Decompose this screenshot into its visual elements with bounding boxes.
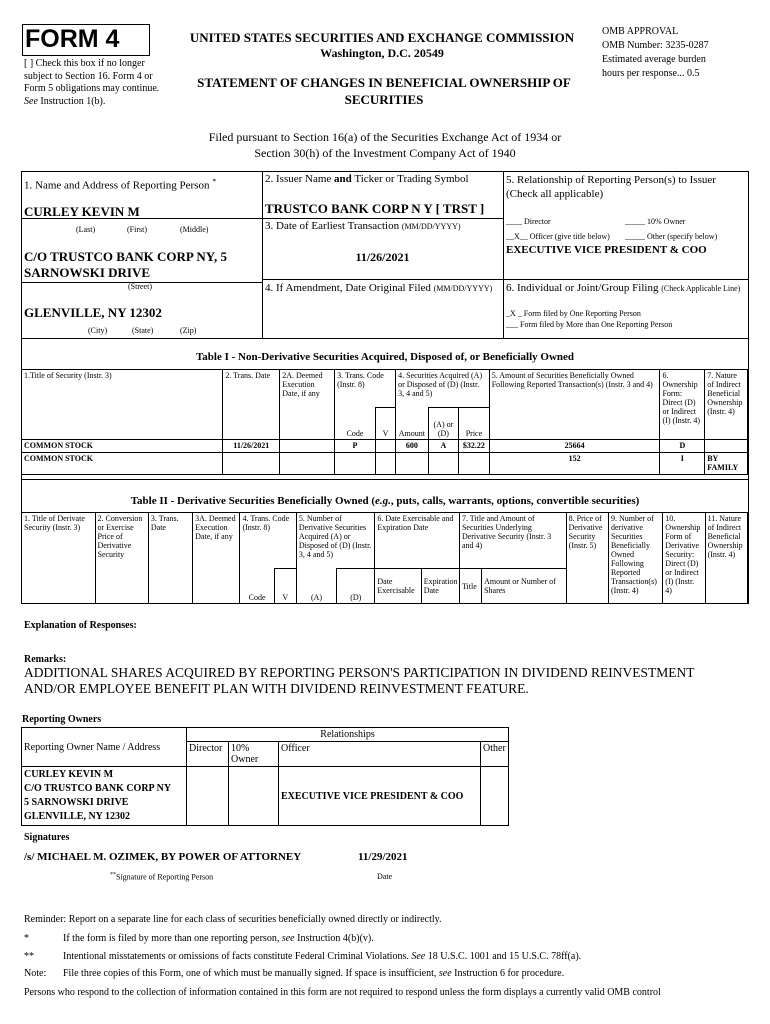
officer-check: __X__ Officer (give title below) — [506, 232, 610, 241]
reminder-text: Reminder: Report on a separate line for each class of securities beneficially owned directly or indirectly. — [24, 914, 442, 925]
t2-sub-v: V — [274, 569, 296, 604]
table1 — [21, 369, 748, 475]
table-row — [22, 767, 509, 826]
t2-sub-exp: Expiration Date — [421, 569, 459, 604]
footnote-star: If the form is filed by more than one reporting person, see Instruction 4(b)(v). — [63, 933, 374, 944]
reporting-person-name: CURLEY KEVIN M — [24, 204, 140, 219]
t1-h2a: 2A. Deemed Execution Date, if any — [280, 370, 335, 440]
owner-name-header: Reporting Owner Name / Address — [22, 728, 187, 767]
t2-h11: 11. Nature of Indirect Beneficial Ownership (Instr. 4) — [705, 513, 747, 604]
first-label: (First) — [127, 225, 147, 234]
last-label: (Last) — [76, 225, 96, 234]
t2-h6: 6. Date Exercisable and Expiration Date — [375, 513, 460, 569]
footnote-dstar-mark: ** — [24, 951, 34, 962]
other-header: Other — [481, 742, 509, 767]
statement-title: STATEMENT OF CHANGES IN BENEFICIAL OWNERSHIP OF SECURITIES — [197, 75, 571, 107]
table2 — [21, 512, 748, 604]
t1-h2: 2. Trans. Date — [223, 370, 280, 440]
omb-approval: OMB APPROVAL OMB Number: 3235-0287 Estimated average burden hours per response... 0.5 — [602, 26, 709, 79]
form-title: FORM 4 — [25, 25, 120, 53]
t1-h5: 5. Amount of Securities Beneficially Owned Following Reported Transaction(s) (Instr. 3 and 4) — [489, 370, 660, 440]
table1-frame — [21, 337, 749, 480]
middle-label: (Middle) — [180, 225, 209, 234]
divider — [262, 279, 748, 280]
t2-sub-code: Code — [240, 569, 274, 604]
other-check: _____ Other (specify below) — [625, 232, 718, 241]
street-value: C/O TRUSTCO BANK CORP NY, 5 SARNOWSKI DRIVE — [24, 249, 227, 280]
reporting-owners-table — [21, 727, 509, 826]
issuer-name: TRUSTCO BANK CORP N Y [ TRST ] — [265, 201, 485, 216]
t1-h4: 4. Securities Acquired (A) or Disposed of (D) (Instr. 3, 4 and 5) — [396, 370, 490, 408]
signature-caption: **Signature of Reporting Person — [110, 872, 214, 882]
ten-owner-header: 10% Owner — [229, 742, 279, 767]
t1-h7: 7. Nature of Indirect Beneficial Ownership (Instr. 4) — [705, 370, 748, 440]
table-row: COMMON STOCK 11/26/2021 P 600 A $32.22 25664 D — [22, 440, 748, 453]
box1-label: 1. Name and Address of Reporting Person * — [24, 177, 217, 192]
ten-pct-check: _____ 10% Owner — [625, 217, 686, 226]
remarks-label: Remarks: — [24, 654, 67, 665]
t2-sub-d: (D) — [337, 569, 375, 604]
zip-label: (Zip) — [180, 326, 197, 335]
signature-date: 11/29/2021 — [358, 851, 408, 863]
divider — [503, 172, 504, 338]
t1-h1: 1.Title of Security (Instr. 3) — [22, 370, 223, 440]
earliest-transaction-date: 11/26/2021 — [355, 250, 410, 264]
box5-label: 5. Relationship of Reporting Person(s) to Issuer (Check all applicable) — [506, 174, 716, 200]
form-title-box — [22, 24, 150, 56]
t2-h5: 5. Number of Derivative Securities Acquired (A) or Disposed of (D) (Instr. 3, 4 and 5) — [296, 513, 375, 569]
officer-value: EXECUTIVE VICE PRESIDENT & COO — [279, 767, 481, 826]
t1-h6: 6. Ownership Form: Direct (D) or Indirect (I) (Instr. 4) — [660, 370, 705, 440]
footnote-dstar: Intentional misstatements or omissions of facts constitute Federal Criminal Violations. See 18 U.S.C. 1001 and 15 U.S.C. 78ff(a). — [63, 951, 582, 962]
street-label: (Street) — [128, 282, 152, 291]
filed-pursuant: Filed pursuant to Section 16(a) of the Securities Exchange Act of 1934 or Section 30(h) of the Investment Company Act of 1940 — [208, 130, 562, 160]
t1-sub-code: Code — [335, 408, 376, 440]
director-header: Director — [187, 742, 229, 767]
box2-label: 2. Issuer Name and Ticker or Trading Symbol — [265, 173, 469, 185]
t2-sub-title: Title — [459, 569, 481, 604]
table1-title: Table I - Non-Derivative Securities Acquired, Disposed of, or Beneficially Owned — [195, 351, 575, 363]
state-label: (State) — [132, 326, 154, 335]
t1-sub-amount: Amount — [396, 408, 429, 440]
t1-h3: 3. Trans. Code (Instr. 8) — [335, 370, 396, 408]
t2-sub-a: (A) — [296, 569, 336, 604]
remarks-text: ADDITIONAL SHARES ACQUIRED BY REPORTING PERSON'S PARTICIPATION IN DIVIDEND REINVESTMENT AND/OR EMPLOYEE BENEFIT PLAN WITH DIVIDEND REINVESTMENT FEATURE. — [24, 665, 695, 696]
director-check: ____ Director — [506, 217, 551, 226]
box4-label: 4. If Amendment, Date Original Filed (MM/DD/YYYY) — [265, 282, 493, 294]
officer-header: Officer — [279, 742, 481, 767]
note-text: File three copies of this Form, one of which must be manually signed. If space is insufficient, see Instruction 6 for procedure. — [63, 968, 565, 979]
persons-notice: Persons who respond to the collection of information contained in this form are not required to respond unless the form displays a currently valid OMB control — [24, 987, 661, 998]
owner-cell: CURLEY KEVIN M C/O TRUSTCO BANK CORP NY 5 SARNOWSKI DRIVE GLENVILLE, NY 12302 — [22, 767, 187, 826]
t2-h3: 3. Trans. Date — [148, 513, 192, 604]
t1-sub-aord: (A) or (D) — [428, 408, 459, 440]
t2-h7: 7. Title and Amount of Securities Underlying Derivative Security (Instr. 3 and 4) — [459, 513, 566, 569]
t2-sub-date-ex: Date Exercisable — [375, 569, 421, 604]
relationships-header: Relationships — [187, 728, 509, 742]
explanation-label: Explanation of Responses: — [24, 620, 137, 631]
t2-h10: 10. Ownership Form of Derivative Security: Direct (D) or Indirect (I) (Instr. 4) — [663, 513, 705, 604]
filing-more-persons: ___ Form filed by More than One Reporting Person — [506, 320, 673, 329]
t1-sub-v: V — [375, 408, 395, 440]
t2-sub-amount: Amount or Number of Shares — [482, 569, 567, 604]
date-caption: Date — [377, 872, 393, 881]
check-box-note: [ ] Check this box if no longer subject to Section 16. Form 4 or Form 5 obligations may continue. See Instruction 1(b). — [24, 58, 160, 107]
officer-title: EXECUTIVE VICE PRESIDENT & COO — [506, 244, 707, 256]
t2-h1: 1. Title of Derivate Security (Instr. 3) — [22, 513, 96, 604]
box3-label: 3. Date of Earliest Transaction (MM/DD/YYYY) — [265, 220, 461, 232]
divider — [262, 218, 503, 219]
table2-title: Table II - Derivative Securities Beneficially Owned (e.g., puts, calls, warrants, options, convertible securities) — [130, 495, 640, 507]
box6-label: 6. Individual or Joint/Group Filing (Check Applicable Line) — [506, 282, 741, 294]
footnote-star-mark: * — [24, 933, 29, 944]
t2-h4: 4. Trans. Code (Instr. 8) — [240, 513, 296, 569]
signer-name: /s/ MICHAEL M. OZIMEK, BY POWER OF ATTORNEY — [24, 851, 302, 863]
t2-h3a: 3A. Deemed Execution Date, if any — [193, 513, 240, 604]
table-row: COMMON STOCK 152 I BY FAMILY — [22, 453, 748, 475]
note-mark: Note: — [24, 968, 47, 979]
city-label: (City) — [88, 326, 108, 335]
agency-name: UNITED STATES SECURITIES AND EXCHANGE COMMISSION — [189, 30, 575, 45]
t2-h9: 9. Number of derivative Securities Beneficially Owned Following Reported Transaction(s) (Instr. 4) — [608, 513, 662, 604]
table2-frame — [21, 479, 749, 604]
agency-city: Washington, D.C. 20549 — [320, 46, 444, 60]
city-value: GLENVILLE, NY 12302 — [24, 305, 162, 320]
t2-h8: 8. Price of Derivative Security (Instr. 5) — [566, 513, 608, 604]
reporting-owners-title: Reporting Owners — [22, 714, 102, 725]
filing-one-person: _X _ Form filed by One Reporting Person — [506, 309, 641, 318]
info-grid — [21, 171, 749, 339]
t2-h2: 2. Conversion or Exercise Price of Derivative Security — [95, 513, 148, 604]
signatures-label: Signatures — [24, 832, 70, 843]
t1-sub-price: Price — [459, 408, 490, 440]
